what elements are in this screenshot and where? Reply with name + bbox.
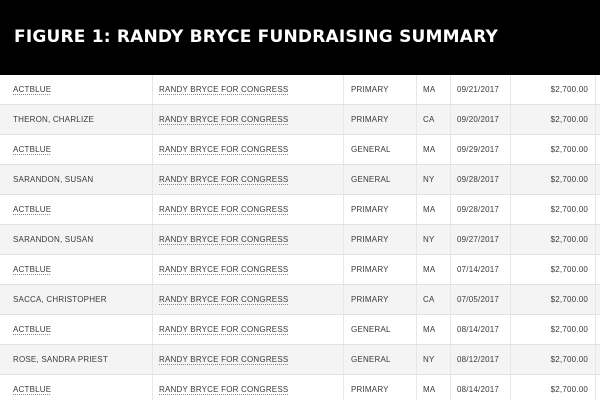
date-cell: 09/28/2017 [457, 205, 500, 214]
state-cell: MA [423, 205, 436, 214]
amount-cell: $2,700.00 [550, 145, 588, 154]
election-cell: GENERAL [351, 175, 391, 184]
column-divider [416, 105, 417, 134]
column-divider [450, 375, 451, 400]
column-divider [416, 375, 417, 400]
amount-cell: $2,700.00 [550, 265, 588, 274]
amount-cell: $2,700.00 [550, 235, 588, 244]
column-divider [152, 315, 153, 344]
election-cell: PRIMARY [351, 115, 389, 124]
column-divider [152, 375, 153, 400]
state-cell: CA [423, 295, 435, 304]
date-cell: 08/12/2017 [457, 355, 500, 364]
committee-link[interactable]: RANDY BRYCE FOR CONGRESS [159, 385, 289, 394]
election-cell: GENERAL [351, 325, 391, 334]
contributor-link[interactable]: ACTBLUE [13, 325, 52, 334]
column-divider [595, 255, 596, 284]
column-divider [416, 75, 417, 104]
date-cell: 09/29/2017 [457, 145, 500, 154]
column-divider [595, 285, 596, 314]
column-divider [450, 75, 451, 104]
contributor-link[interactable]: ACTBLUE [13, 265, 52, 274]
column-divider [595, 105, 596, 134]
committee-link[interactable]: RANDY BRYCE FOR CONGRESS [159, 145, 289, 154]
committee-cell [159, 255, 344, 284]
date-cell: 09/20/2017 [457, 115, 500, 124]
contributor-cell [13, 195, 148, 224]
committee-cell [159, 345, 344, 374]
contributor-cell [13, 345, 148, 374]
contributor-cell [13, 75, 148, 104]
column-divider [450, 255, 451, 284]
column-divider [416, 225, 417, 254]
table-row [0, 75, 600, 105]
election-cell: PRIMARY [351, 235, 389, 244]
column-divider [416, 315, 417, 344]
column-divider [152, 195, 153, 224]
column-divider [416, 345, 417, 374]
column-divider [595, 75, 596, 104]
column-divider [416, 285, 417, 314]
date-cell: 07/05/2017 [457, 295, 500, 304]
column-divider [450, 315, 451, 344]
page-title: FIGURE 1: RANDY BRYCE FUNDRAISING SUMMARY [14, 27, 498, 47]
contributor-name: ROSE, SANDRA PRIEST [13, 355, 108, 364]
committee-cell [159, 375, 344, 400]
committee-cell [159, 165, 344, 194]
table-row [0, 255, 600, 285]
column-divider [152, 345, 153, 374]
column-divider [595, 315, 596, 344]
committee-cell [159, 315, 344, 344]
table-row [0, 135, 600, 165]
table-row [0, 375, 600, 400]
contributor-name: SARANDON, SUSAN [13, 235, 94, 244]
column-divider [450, 135, 451, 164]
committee-cell [159, 285, 344, 314]
contributor-name: SARANDON, SUSAN [13, 175, 94, 184]
contributor-cell [13, 225, 148, 254]
column-divider [595, 225, 596, 254]
amount-cell: $2,700.00 [550, 85, 588, 94]
committee-link[interactable]: RANDY BRYCE FOR CONGRESS [159, 265, 289, 274]
column-divider [152, 165, 153, 194]
date-cell: 08/14/2017 [457, 325, 500, 334]
contributor-name: SACCA, CHRISTOPHER [13, 295, 107, 304]
committee-link[interactable]: RANDY BRYCE FOR CONGRESS [159, 175, 289, 184]
amount-cell: $2,700.00 [550, 205, 588, 214]
committee-cell [159, 195, 344, 224]
table-row [0, 195, 600, 225]
committee-cell [159, 75, 344, 104]
committee-link[interactable]: RANDY BRYCE FOR CONGRESS [159, 205, 289, 214]
column-divider [595, 135, 596, 164]
column-divider [595, 165, 596, 194]
date-cell: 07/14/2017 [457, 265, 500, 274]
table-row [0, 285, 600, 315]
state-cell: NY [423, 235, 435, 244]
column-divider [416, 165, 417, 194]
column-divider [450, 285, 451, 314]
committee-link[interactable]: RANDY BRYCE FOR CONGRESS [159, 235, 289, 244]
table-row [0, 165, 600, 195]
amount-cell: $2,700.00 [550, 355, 588, 364]
committee-link[interactable]: RANDY BRYCE FOR CONGRESS [159, 115, 289, 124]
state-cell: MA [423, 325, 436, 334]
committee-link[interactable]: RANDY BRYCE FOR CONGRESS [159, 325, 289, 334]
state-cell: CA [423, 115, 435, 124]
contributions-table [0, 75, 600, 400]
contributor-link[interactable]: ACTBLUE [13, 145, 52, 154]
amount-cell: $2,700.00 [550, 115, 588, 124]
contributor-cell [13, 105, 148, 134]
contributor-cell [13, 255, 148, 284]
column-divider [152, 105, 153, 134]
election-cell: GENERAL [351, 355, 391, 364]
committee-cell [159, 225, 344, 254]
election-cell: PRIMARY [351, 205, 389, 214]
date-cell: 08/14/2017 [457, 385, 500, 394]
column-divider [450, 195, 451, 224]
state-cell: MA [423, 265, 436, 274]
committee-cell [159, 135, 344, 164]
column-divider [152, 135, 153, 164]
column-divider [152, 255, 153, 284]
table-row [0, 225, 600, 255]
contributor-cell [13, 135, 148, 164]
committee-link[interactable]: RANDY BRYCE FOR CONGRESS [159, 85, 289, 94]
amount-cell: $2,700.00 [550, 385, 588, 394]
contributor-cell [13, 285, 148, 314]
table-row [0, 105, 600, 135]
committee-link[interactable]: RANDY BRYCE FOR CONGRESS [159, 295, 289, 304]
election-cell: PRIMARY [351, 85, 389, 94]
contributor-link[interactable]: ACTBLUE [13, 85, 52, 94]
contributor-link[interactable]: ACTBLUE [13, 205, 52, 214]
column-divider [450, 225, 451, 254]
amount-cell: $2,700.00 [550, 325, 588, 334]
state-cell: MA [423, 385, 436, 394]
state-cell: MA [423, 145, 436, 154]
column-divider [152, 75, 153, 104]
column-divider [152, 285, 153, 314]
column-divider [450, 105, 451, 134]
contributor-cell [13, 375, 148, 400]
contributor-cell [13, 315, 148, 344]
amount-cell: $2,700.00 [550, 175, 588, 184]
column-divider [152, 225, 153, 254]
amount-cell: $2,700.00 [550, 295, 588, 304]
table-row [0, 315, 600, 345]
election-cell: PRIMARY [351, 295, 389, 304]
date-cell: 09/21/2017 [457, 85, 500, 94]
column-divider [416, 135, 417, 164]
column-divider [416, 255, 417, 284]
table-body [0, 75, 600, 400]
committee-link[interactable]: RANDY BRYCE FOR CONGRESS [159, 355, 289, 364]
contributor-link[interactable]: ACTBLUE [13, 385, 52, 394]
date-cell: 09/27/2017 [457, 235, 500, 244]
column-divider [450, 165, 451, 194]
contributor-cell [13, 165, 148, 194]
committee-cell [159, 105, 344, 134]
column-divider [595, 375, 596, 400]
election-cell: PRIMARY [351, 385, 389, 394]
column-divider [595, 195, 596, 224]
table-row [0, 345, 600, 375]
election-cell: PRIMARY [351, 265, 389, 274]
state-cell: NY [423, 355, 435, 364]
election-cell: GENERAL [351, 145, 391, 154]
date-cell: 09/28/2017 [457, 175, 500, 184]
column-divider [595, 345, 596, 374]
column-divider [450, 345, 451, 374]
header-bar [0, 0, 600, 80]
state-cell: MA [423, 85, 436, 94]
contributor-name: THERON, CHARLIZE [13, 115, 94, 124]
column-divider [416, 195, 417, 224]
state-cell: NY [423, 175, 435, 184]
